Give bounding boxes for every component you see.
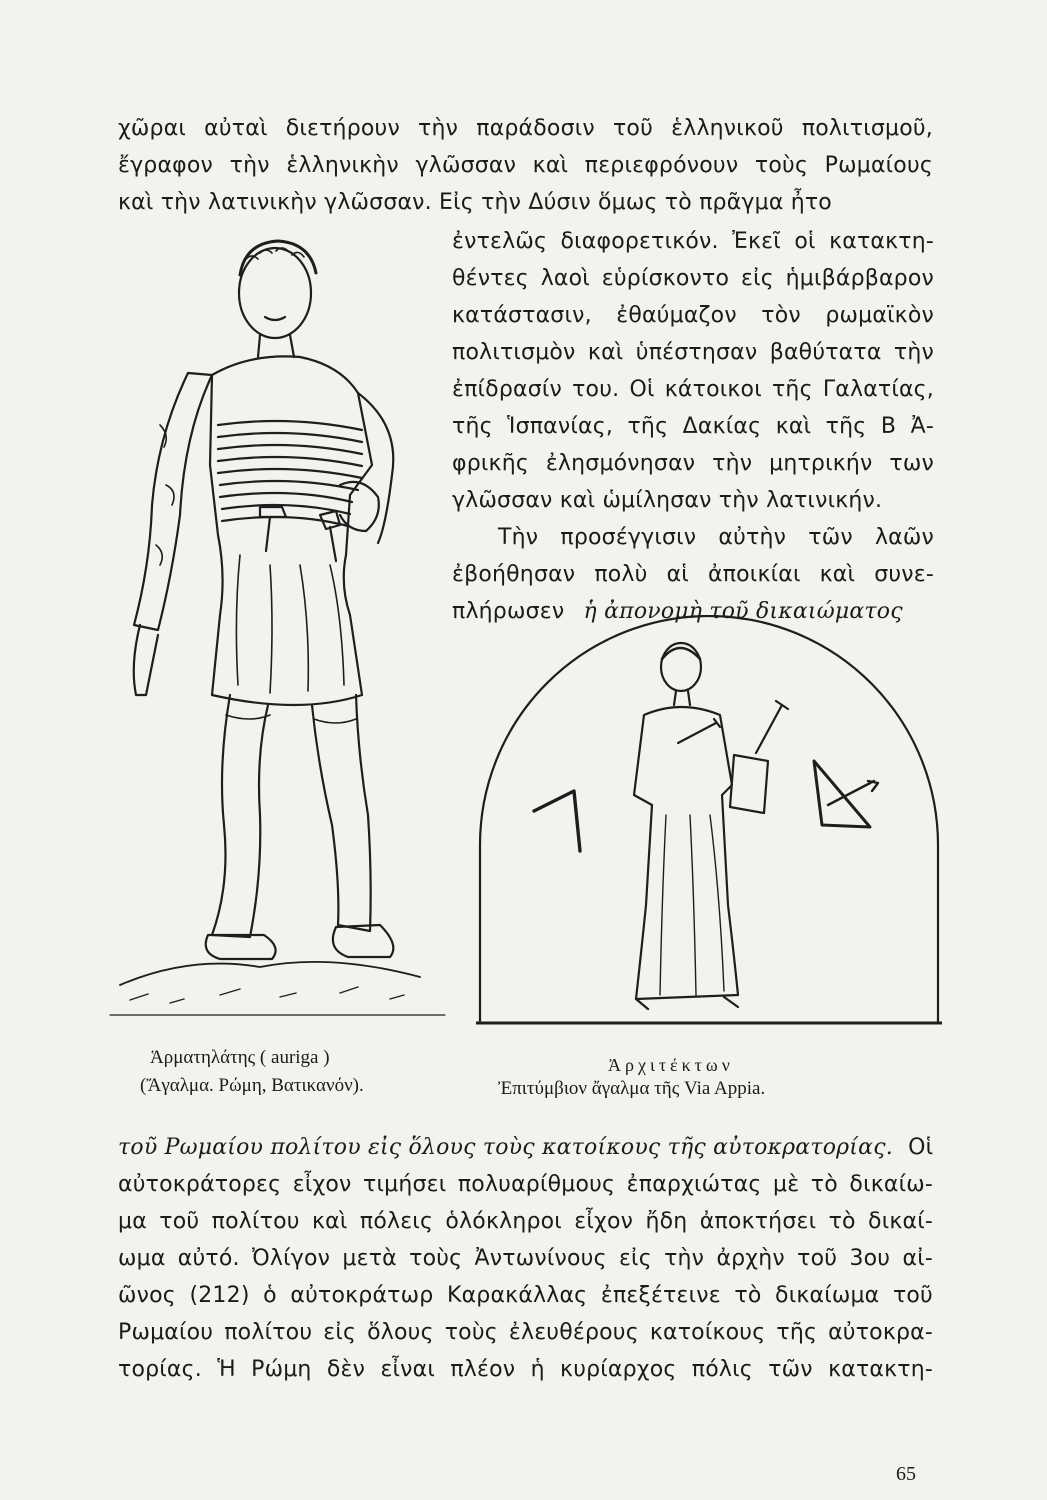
side-line-8: γλῶσσαν καὶ ὡμίλησαν τὴν λατινικήν. (452, 488, 883, 513)
side-line-4: πολιτισμὸν καὶ ὑπέστησαν βαθύτατα τὴν (452, 340, 934, 365)
bottom-line-3: μα τοῦ πολίτου καὶ πόλεις ὁλόκληροι εἶχον ἤδη ἀποκτήσει τὸ δικαί- (118, 1209, 933, 1234)
intro-line-1: χῶραι αὐταὶ διετήρουν τὴν παράδοσιν τοῦ ἑλληνικοῦ πολιτισμοῦ, (118, 116, 933, 141)
statue-tunic (210, 356, 372, 705)
bottom-line-1-tail: Οἱ (908, 1135, 934, 1160)
side-line-2: θέντες λαοὶ εὑρίσκοντο εἰς ἡμιβάρβαρον (452, 266, 934, 291)
bottom-line-2: αὐτοκράτορες εἶχον τιμήσει πολυαρίθμους ἐπαρχιώτας μὲ τὸ δικαίω- (118, 1172, 933, 1197)
intro-line-3: καὶ τὴν λατινικὴν γλῶσσαν. Εἰς τὴν Δύσιν ὅμως τὸ πρᾶγμα ἦτο (118, 190, 832, 215)
page-number: 65 (896, 1463, 916, 1485)
bottom-line-4: ωμα αὐτό. Ὀλίγον μετὰ τοὺς Ἀντωνίνους εἰς τὴν ἀρχὴν τοῦ 3ου αἰ- (118, 1246, 933, 1271)
architect-tombstone-illustration (476, 615, 942, 1027)
side-italic-phrase: ἡ ἀπονομὴ τοῦ δικαιώματος (583, 599, 903, 624)
charioteer-caption-2: (Ἄγαλμα. Ρώμη, Βατικανόν). (140, 1075, 364, 1096)
side-line-10: ἐβοήθησαν πολὺ αἱ ἀποικίαι καὶ συνε- (452, 562, 934, 587)
bottom-line-7: τορίας. Ἡ Ρώμη δὲν εἶναι πλέον ἡ κυρίαρχος πόλις τῶν κατακτη- (118, 1357, 933, 1382)
side-line-7: φρικῆς ἐλησμόνησαν τὴν μητρικήν των (452, 451, 934, 476)
arch-outline (480, 616, 938, 1021)
intro-line-2: ἔγραφον τὴν ἑλληνικὴν γλῶσσαν καὶ περιεφρόνουν τοὺς Ρωμαίους (118, 153, 933, 178)
bottom-italic-phrase: τοῦ Ρωμαίου πολίτου εἰς ὅλους τοὺς κατοίκους τῆς αὐτοκρατορίας. (118, 1135, 893, 1160)
bottom-line-5: ῶνος (212) ὁ αὐτοκράτωρ Καρακάλλας ἐπεξέτεινε τὸ δικαίωμα τοῦ (118, 1283, 933, 1308)
hammer-icon (756, 701, 788, 753)
statue-head (239, 248, 311, 338)
side-line-1: ἐντελῶς διαφορετικόν. Ἐκεῖ οἱ κατακτη- (452, 229, 934, 254)
tablet-icon (730, 755, 768, 813)
side-line-11-text: πλήρωσεν (452, 599, 565, 624)
level-icon (534, 791, 580, 851)
set-square-icon (814, 761, 870, 827)
chisel-icon (678, 719, 720, 743)
charioteer-statue-illustration (100, 225, 460, 1025)
bottom-line-6: Ρωμαίου πολίτου εἰς ὅλους τοὺς ἐλευθέρους κατοίκους τῆς αὐτοκρα- (118, 1320, 933, 1345)
bottom-line-1 (118, 1134, 933, 1162)
architect-head (661, 643, 701, 691)
side-line-5: ἐπίδρασίν του. Οἱ κάτοικοι τῆς Γαλατίας, (452, 377, 934, 402)
side-line-6: τῆς Ἱσπανίας, τῆς Δακίας καὶ τῆς Β Ἀ- (452, 414, 934, 439)
architect-caption-2: Ἐπιτύμβιον ἄγαλμα τῆς Via Appia. (498, 1078, 766, 1099)
side-line-9: Τὴν προσέγγισιν αὐτὴν τῶν λαῶν (498, 525, 934, 550)
charioteer-caption-1: Ἁρματηλάτης ( auriga ) (150, 1047, 330, 1068)
side-line-3: κατάστασιν, ἐθαύμαζον τὸν ρωμαϊκὸν (452, 303, 934, 328)
architect-caption-1: Ἀρχιτέκτων (608, 1055, 734, 1075)
